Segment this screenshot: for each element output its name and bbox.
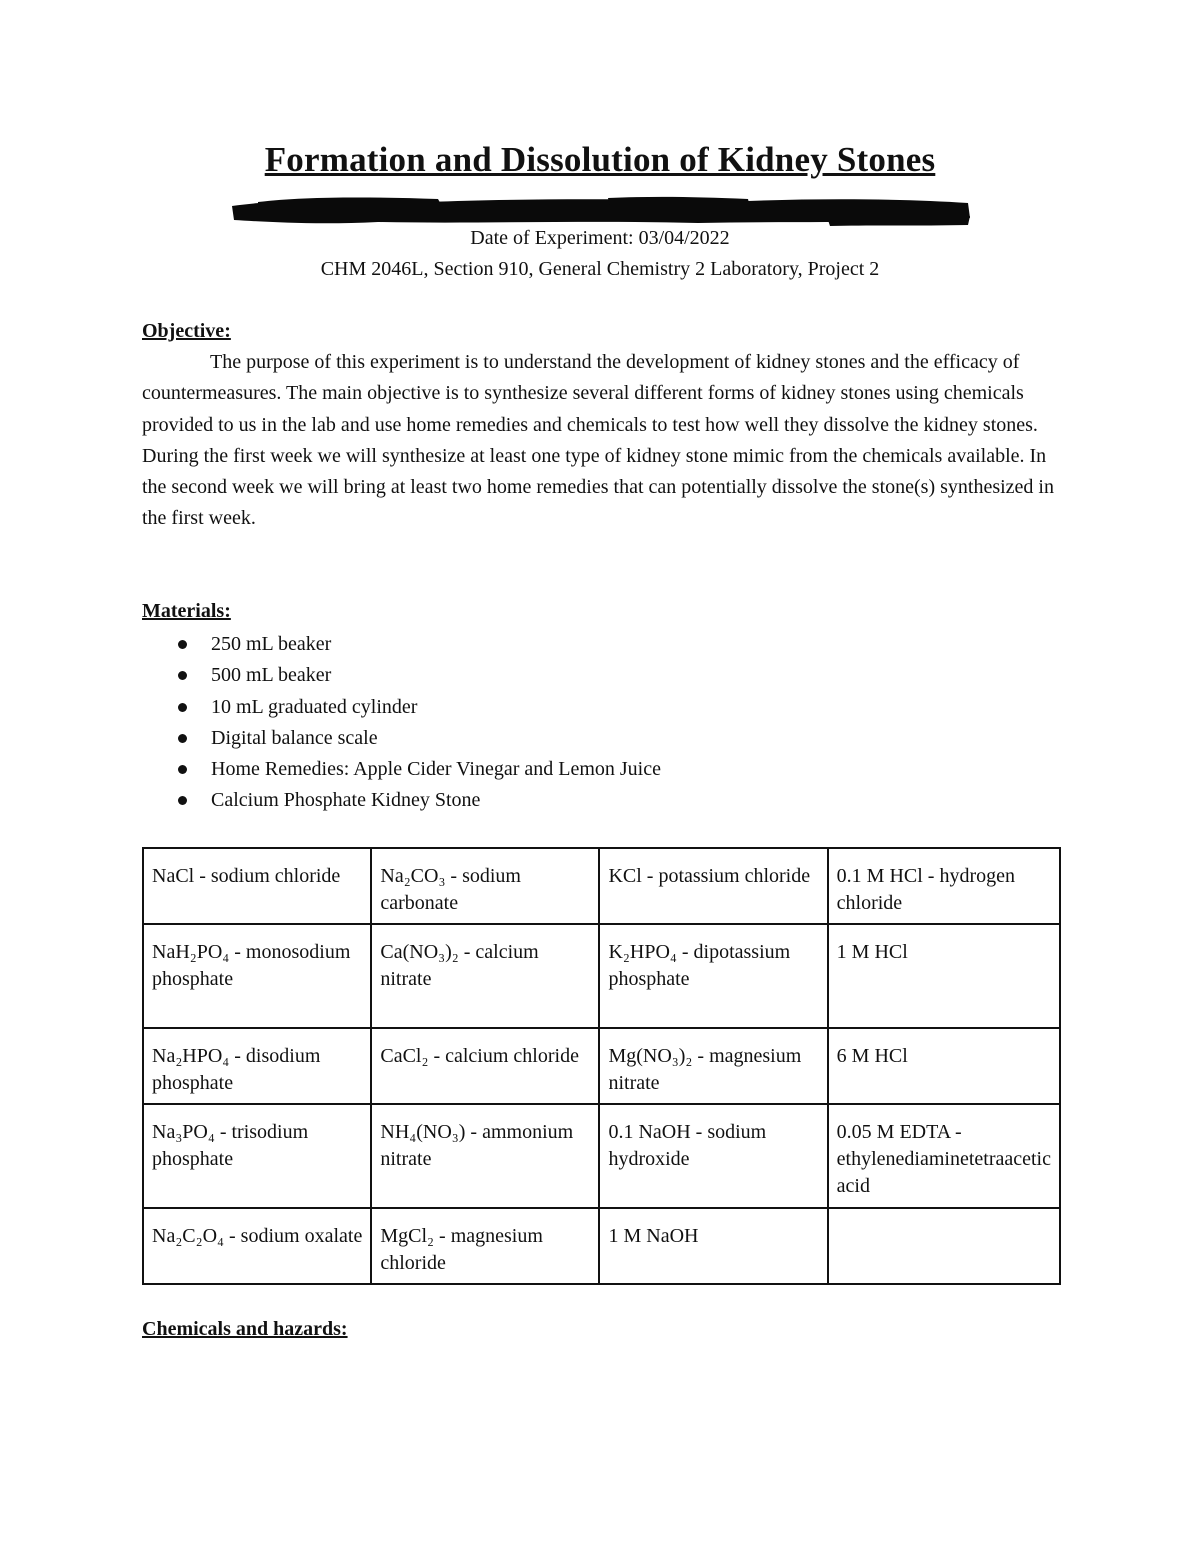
table-cell: 0.05 M EDTA - ethylenediaminetetraacetic acid (828, 1104, 1060, 1208)
table-cell: 1 M NaOH (599, 1208, 827, 1284)
course-info: CHM 2046L, Section 910, General Chemistry 2 Laboratory, Project 2 (320, 258, 880, 280)
list-item: 250 mL beaker (178, 629, 661, 660)
table-cell: Na₃PO₄ - trisodium phosphate (143, 1104, 371, 1208)
table-cell: NH₄(NO₃) - ammonium nitrate (371, 1104, 599, 1208)
table-cell: 6 M HCl (828, 1028, 1060, 1104)
table-row (143, 1028, 1060, 1104)
table-cell: Ca(NO₃)₂ - calcium nitrate (371, 924, 599, 1028)
chemicals-hazards-heading: Chemicals and hazards: (142, 1318, 348, 1340)
bullet-icon (178, 796, 187, 805)
bullet-icon (178, 734, 187, 743)
table-cell: NaH₂PO₄ - monosodium phosphate (143, 924, 371, 1028)
materials-heading: Materials: (142, 600, 231, 622)
table-row (143, 848, 1060, 924)
table-cell: NaCl - sodium chloride (143, 848, 371, 924)
bullet-icon (178, 671, 187, 680)
table-cell: KCl - potassium chloride (599, 848, 827, 924)
list-item: Home Remedies: Apple Cider Vinegar and Lemon Juice (178, 754, 661, 785)
table-cell: CaCl₂ - calcium chloride (371, 1028, 599, 1104)
table-row (143, 924, 1060, 1028)
list-item: Calcium Phosphate Kidney Stone (178, 785, 661, 816)
author-names-redaction (228, 196, 973, 226)
bullet-icon (178, 640, 187, 649)
experiment-date: Date of Experiment: 03/04/2022 (470, 227, 730, 249)
table-cell: Na₂C₂O₄ - sodium oxalate (143, 1208, 371, 1284)
chemicals-table (142, 847, 1061, 1285)
objective-text: The purpose of this experiment is to understand the development of kidney stones and the efficacy of countermeasures. The main objective is to synthesize several different forms of kidney stones using chemicals provided to us in the lab and use home remedies and chemicals to test how well they dissolve the kidney stones. During the first week we will synthesize at least one type of kidney stone mimic from the chemicals available. In the second week we will bring at least two home remedies that can potentially dissolve the stone(s) synthesized in the first week. (142, 351, 1054, 530)
materials-list (178, 629, 661, 817)
objective-paragraph (142, 347, 1067, 535)
list-item: 500 mL beaker (178, 660, 661, 691)
table-cell: K₂HPO₄ - dipotassium phosphate (599, 924, 827, 1028)
table-row (143, 1104, 1060, 1208)
table-cell: Na₂CO₃ - sodium carbonate (371, 848, 599, 924)
bullet-icon (178, 703, 187, 712)
list-item: 10 mL graduated cylinder (178, 692, 661, 723)
table-cell: 0.1 M HCl - hydrogen chloride (828, 848, 1060, 924)
list-item: Digital balance scale (178, 723, 661, 754)
objective-heading: Objective: (142, 320, 231, 342)
table-cell: 1 M HCl (828, 924, 1060, 1028)
bullet-icon (178, 765, 187, 774)
table-cell: MgCl₂ - magnesium chloride (371, 1208, 599, 1284)
table-cell: 0.1 NaOH - sodium hydroxide (599, 1104, 827, 1208)
table-cell: Mg(NO₃)₂ - magnesium nitrate (599, 1028, 827, 1104)
table-cell (828, 1208, 1060, 1284)
document-title: Formation and Dissolution of Kidney Stones (264, 140, 936, 179)
table-row (143, 1208, 1060, 1284)
table-cell: Na₂HPO₄ - disodium phosphate (143, 1028, 371, 1104)
